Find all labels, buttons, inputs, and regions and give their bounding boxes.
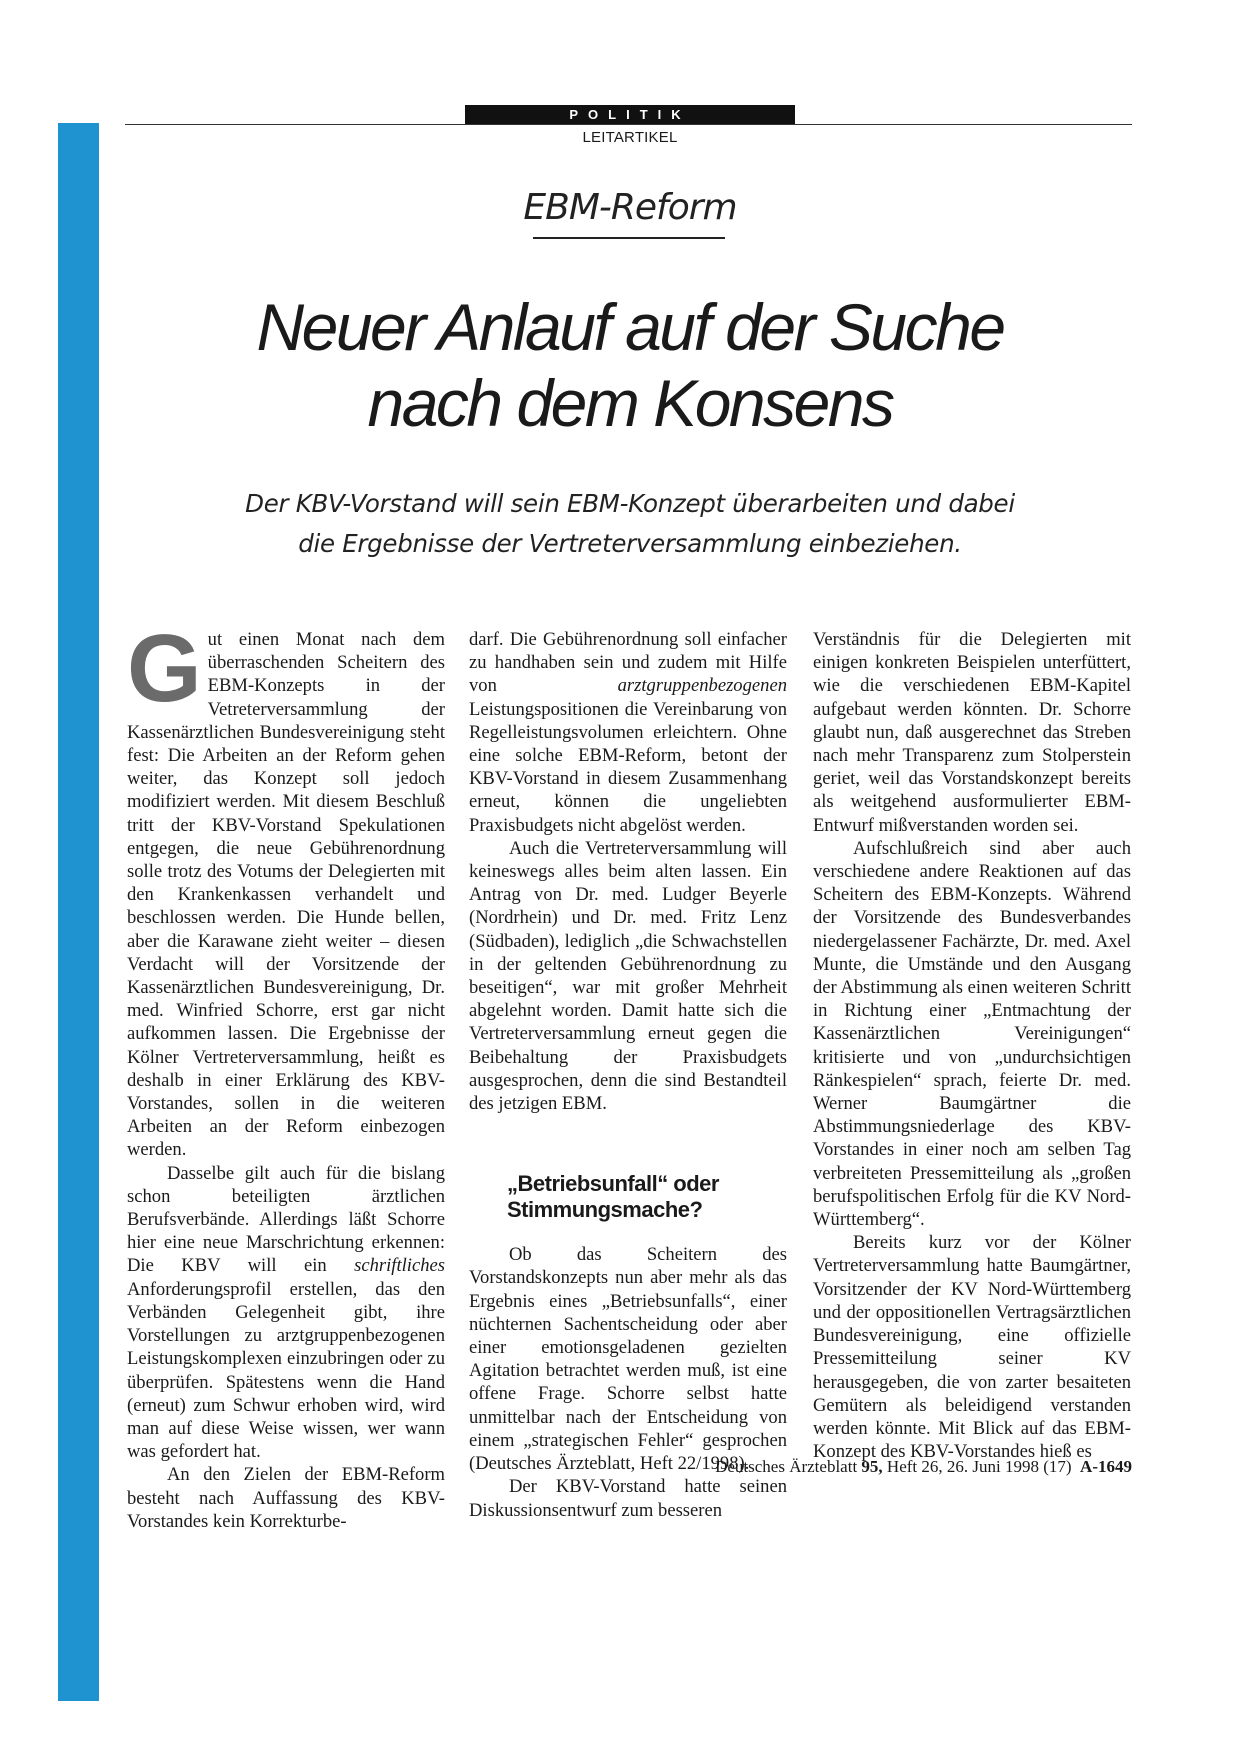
section-label: POLITIK bbox=[465, 105, 795, 124]
deck-line-2: die Ergebnisse der Vertreterversammlung einbeziehen. bbox=[298, 529, 962, 558]
paragraph-text: Dasselbe gilt auch für die bislang schon beteiligten ärztlichen Berufsverbände. Allerdings läßt Schorre hier eine neue Marschrichtung erkennen: Die KBV will ein bbox=[127, 1162, 445, 1277]
paragraph bbox=[469, 628, 787, 837]
deck-line-1: Der KBV-Vorstand will sein EBM-Konzept überarbeiten und dabei bbox=[245, 489, 1015, 518]
headline-line-1: Neuer Anlauf auf der Suche bbox=[256, 290, 1004, 364]
issue-info: Heft 26, 26. Juni 1998 (17) bbox=[886, 1457, 1072, 1476]
paragraph: Aufschlußreich sind aber auch verschiedene andere Reaktionen auf das Scheitern des EBM-Konzepts. Während der Vorsitzende des Bundesverbandes niedergelassener Fachärzte, Dr. med. Axel Munte, die Umstände und den Ausgang der Abstimmung als einen weiteren Schritt in Richtung einer „Entmachtung der Kassenärztlichen Vereinigungen“ kritisierte und von „undurchsichtigen Ränkespielen“ sprach, feierte Dr. med. Werner Baumgärtner die Abstimmungsniederlage des KBV-Vorstandes in einer noch am selben Tag verbreiteten Pressemitteilung als „großen berufspolitischen Erfolg für die KV Nord-Württemberg“. bbox=[813, 837, 1131, 1231]
paragraph-text: darf. Die Gebührenordnung soll einfacher zu handhaben sein und zudem mit Hilfe von bbox=[469, 629, 787, 697]
paragraph bbox=[127, 1162, 445, 1464]
subsection-label: LEITARTIKEL bbox=[582, 129, 678, 146]
kicker-underline bbox=[533, 237, 725, 239]
header-rule bbox=[125, 124, 1132, 125]
paragraph: Bereits kurz vor der Kölner Vertreterversammlung hatte Baumgärtner, Vorsitzender der KV Nord-Württemberg und der oppositionellen Vertragsärztlichen Bundesvereinigung, eine offizielle Pressemitteilung seiner KV herausgegeben, die von zarter besaiteten Gemütern als beleidigend verstanden werden könnte. Mit Blick auf das EBM-Konzept des KBV-Vorstandes hieß es bbox=[813, 1232, 1131, 1463]
paragraph bbox=[127, 615, 445, 1162]
text-column-1 bbox=[127, 615, 445, 1533]
paragraph: An den Zielen der EBM-Reform besteht nach Auffassung des KBV-Vorstandes kein Korrekturbe- bbox=[127, 1464, 445, 1532]
section-subheading bbox=[507, 1171, 787, 1223]
article-headline bbox=[120, 289, 1140, 441]
paragraph-text: Anforderungsprofil erstellen, das den Verbänden Gelegenheit gibt, ihre Vorstellungen zu arztgruppenbezogenen Leistungskomplexen einzubringen oder zu überprüfen. Spätestens wenn die Hand (erneut) zum Schwur erhoben wird, wird man auf diese Weise wissen, wer wann was gefordert hat. bbox=[127, 1278, 445, 1463]
paragraph: Verständnis für die Delegierten mit einigen konkreten Beispielen unterfüttert, wie die verschiedenen EBM-Kapitel aufgebaut werden könnten. Dr. Schorre glaubt nun, daß ausgerechnet das Streben nach mehr Transparenz zum Stolperstein geriet, weil das Vorstandskonzept bereits als weitgehend ausformulierter EBM-Entwurf mißverstanden worden sei. bbox=[813, 629, 1131, 836]
emphasis: schriftliches bbox=[354, 1255, 445, 1277]
paragraph: Der KBV-Vorstand hatte seinen Diskussionsentwurf zum besseren bbox=[469, 1476, 787, 1521]
paragraph: Auch die Vertreterversammlung will keineswegs alles beim alten lassen. Ein Antrag von Dr. med. Ludger Beyerle (Nordrhein) und Dr. med. Fritz Lenz (Südbaden), lediglich „die Schwachstellen in der geltenden Gebührenordnung zu beseitigen“, war mit großer Mehrheit abgelehnt worden. Damit hatte sich die Vertreterversammlung erneut gegen die Beibehaltung der Praxisbudgets ausgesprochen, denn die sind Bestandteil des jetzigen EBM. bbox=[469, 837, 787, 1115]
volume-number: 95, bbox=[861, 1457, 883, 1476]
paragraph-text: ut einen Monat nach dem überraschenden Scheitern des EBM-Konzepts in der Vetreterversammlung der Kassenärztlichen Bundesvereinigung steht fest: Die Arbeiten an der Reform gehen weiter, das Konzept soll jedoch modifiziert werden. Mit diesem Beschluß tritt der KBV-Vorstand Spekulationen entgegen, die neue Gebührenordnung solle trotz des Votums der Delegierten mit den Krankenkassen verhandelt und beschlossen werden. Die Hunde bellen, aber die Karawane zieht weiter – diesen Verdacht will der Vorsitzende der Kassenärztlichen Bundesvereinigung, Dr. med. Winfried Schorre, erst gar nicht aufkommen lassen. Die Ergebnisse der Kölner Vertreterversammlung, heißt es deshalb in einer Erklärung des KBV-Vorstandes, sollen in die weiteren Arbeiten an der Reform einbezogen werden. bbox=[127, 629, 445, 1161]
drop-cap: G bbox=[127, 615, 202, 722]
emphasis: arztgruppenbezogenen bbox=[617, 675, 787, 697]
paragraph-text: Leistungspositionen die Vereinbarung von Regelleistungsvolumen erleichtern. Ohne eine solche EBM-Reform, betont der KBV-Vorstand in diesem Zusammenhang erneut, können die ungeliebten Praxisbudgets nicht abgelöst werden. bbox=[469, 698, 787, 836]
text-column-3 bbox=[813, 628, 1131, 1463]
journal-name: Deutsches Ärzteblatt bbox=[715, 1457, 858, 1476]
text-column-2 bbox=[469, 628, 787, 1522]
page-number: A-1649 bbox=[1080, 1457, 1132, 1476]
article-kicker: EBM-Reform bbox=[523, 187, 737, 228]
page-footer bbox=[560, 1457, 1132, 1477]
subheading-line-2: Stimmungsmache? bbox=[507, 1197, 703, 1223]
side-color-bar bbox=[58, 123, 99, 1701]
article-deck bbox=[160, 484, 1100, 564]
paragraph: Ob das Scheitern des Vorstandskonzepts nun aber mehr als das Ergebnis eines „Betriebsunfalls“, einer nüchternen Sachentscheidung oder aber einer emotionsgeladenen gezielten Agitation betrachtet werden muß, ist eine offene Frage. Schorre selbst hatte unmittelbar nach der Entscheidung von einem „strategischen Fehler“ gesprochen (Deutsches Ärzteblatt, Heft 22/1998). bbox=[469, 1244, 787, 1475]
subheading-line-1: „Betriebsunfall“ oder bbox=[507, 1171, 719, 1197]
headline-line-2: nach dem Konsens bbox=[367, 366, 893, 440]
